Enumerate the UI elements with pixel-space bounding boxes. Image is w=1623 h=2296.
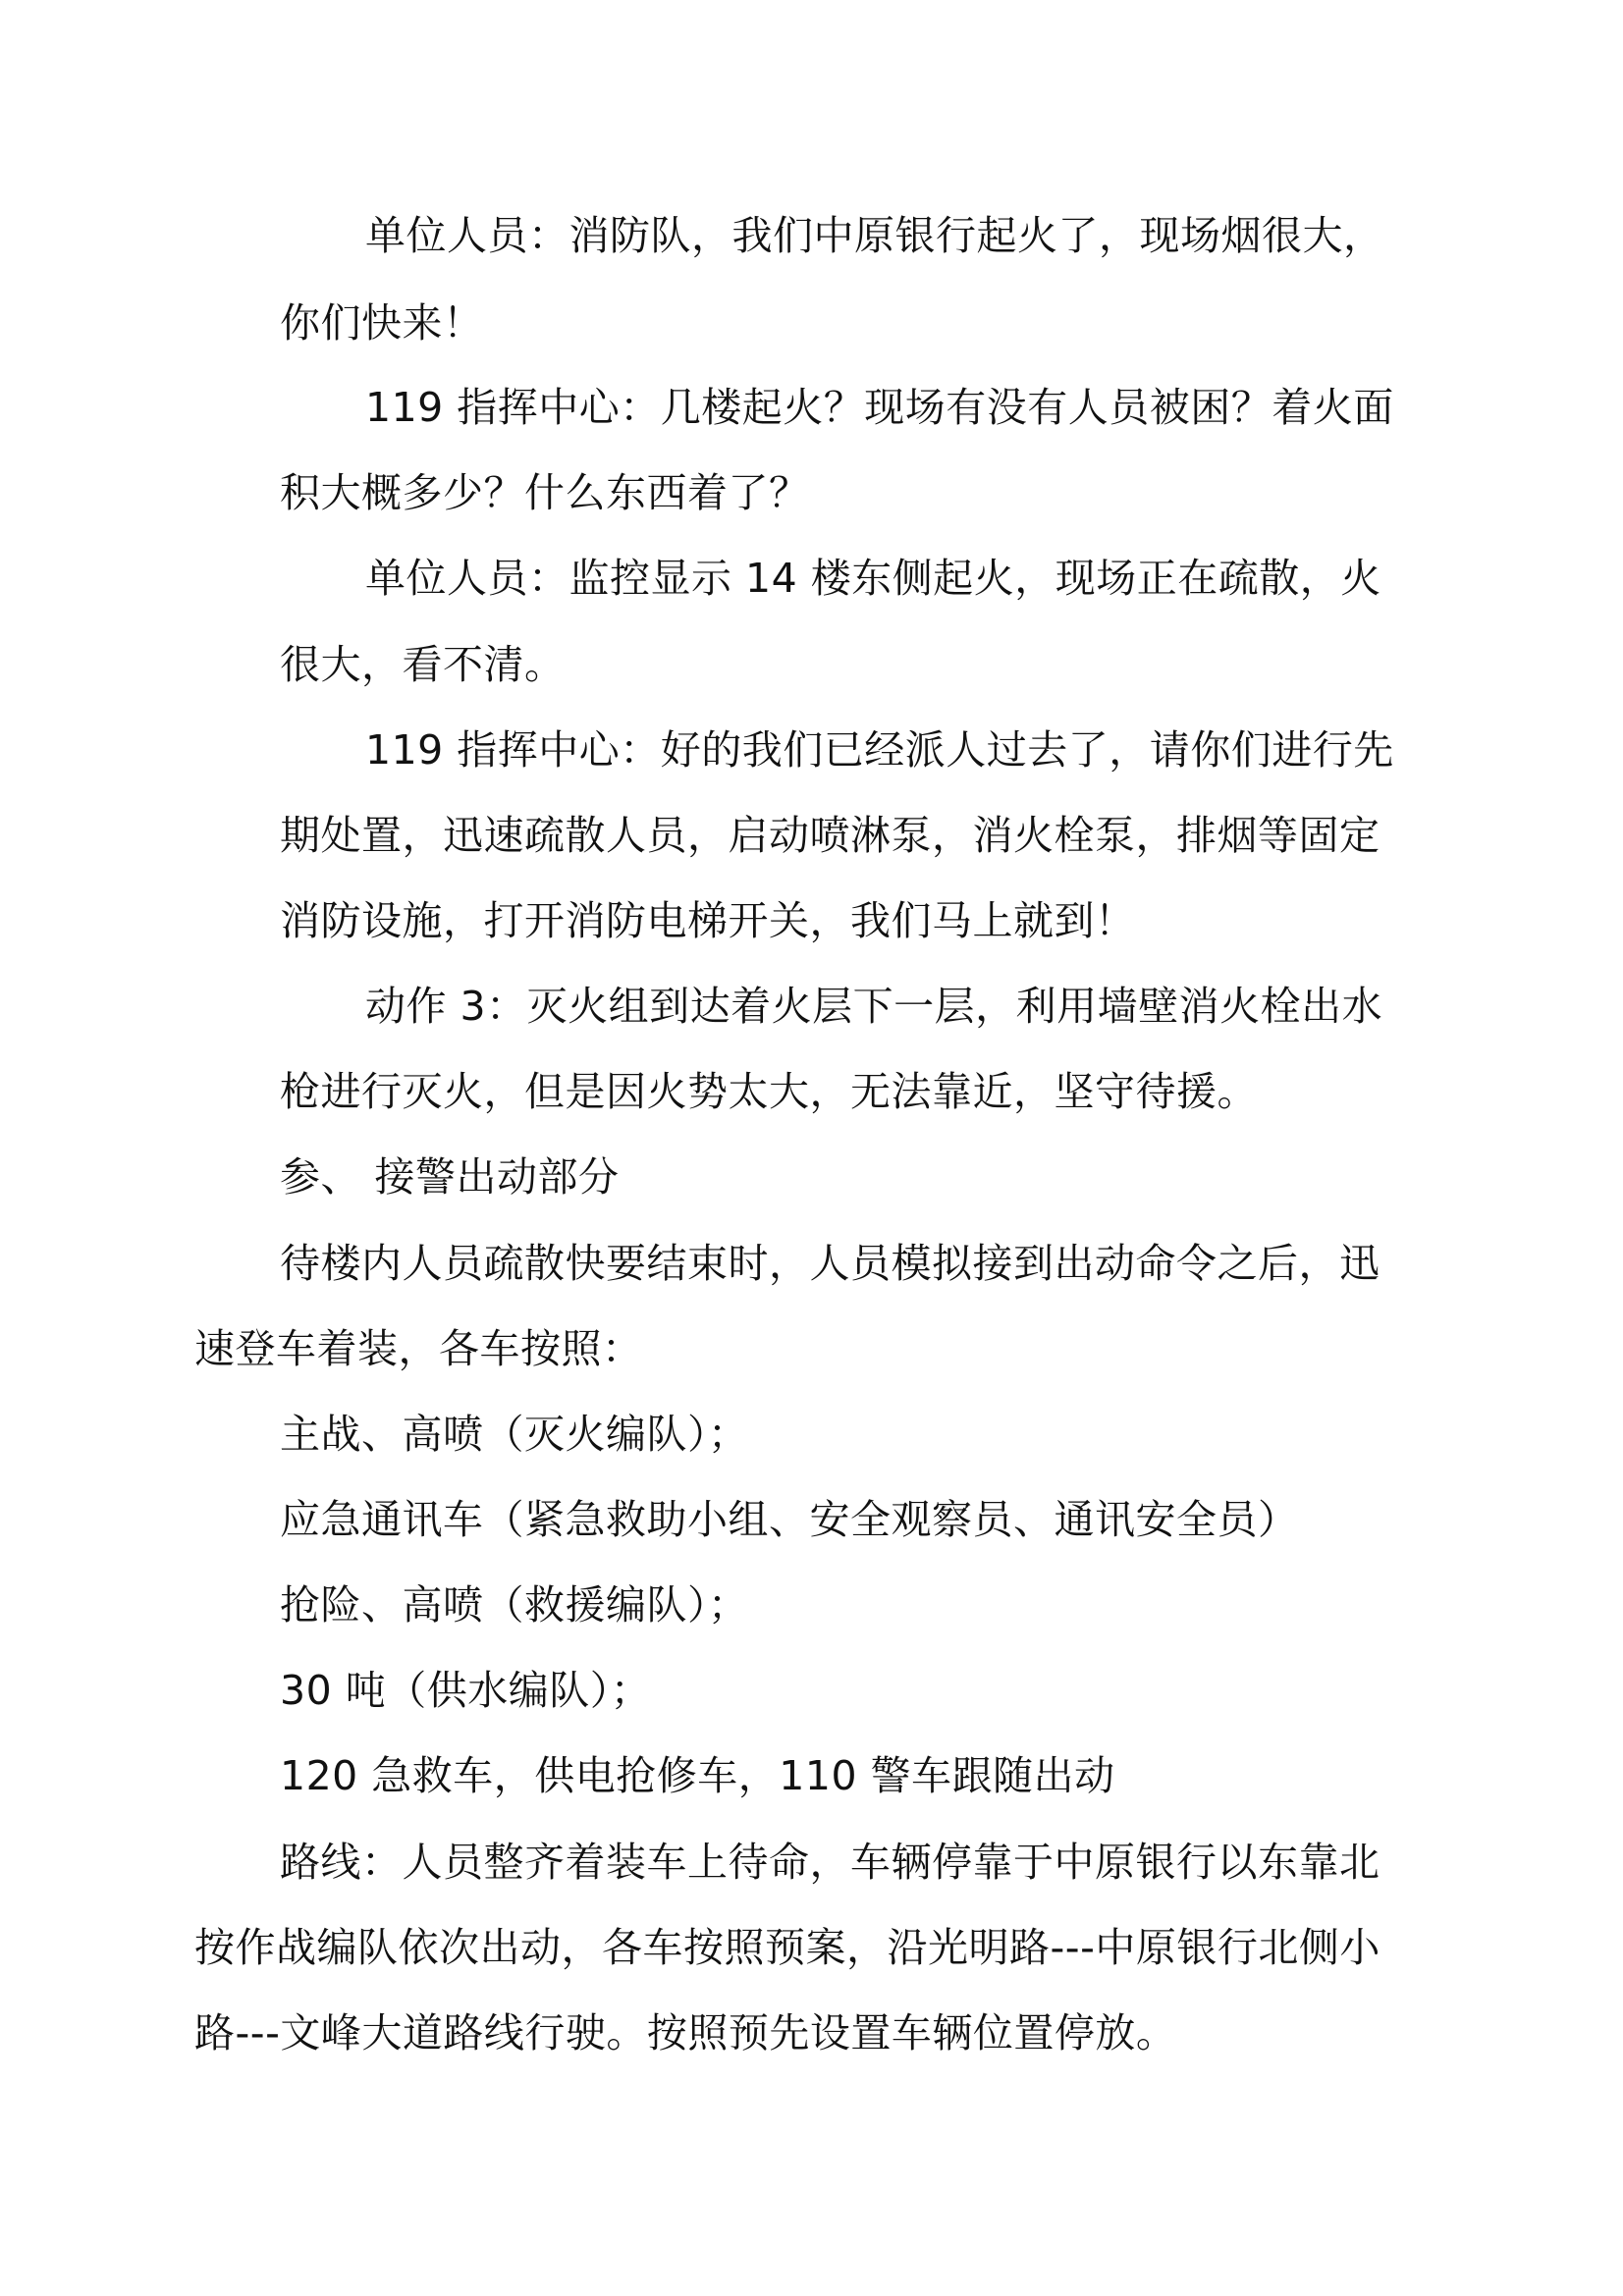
list-item: 120 急救车，供电抢修车，110 警车跟随出动: [280, 1752, 1115, 1799]
list-item: 应急通讯车（紧急救助小组、安全观察员、通讯安全员）: [280, 1496, 1299, 1543]
text-line: 单位人员：监控显示 14 楼东侧起火，现场正在疏散，火: [365, 555, 1381, 602]
section-heading: 参、 接警出动部分: [280, 1153, 620, 1201]
text-line: 路---文峰大道路线行驶。按照预先设置车辆位置停放。: [194, 2009, 1177, 2056]
text-line: 你们快来！: [280, 299, 484, 347]
text-line: 期处置，迅速疏散人员，启动喷淋泵，消火栓泵，排烟等固定: [280, 812, 1380, 859]
text-line: 动作 3：灭火组到达着火层下一层，利用墙壁消火栓出水: [365, 983, 1383, 1030]
text-line: 消防设施，打开消防电梯开关，我们马上就到！: [280, 897, 1136, 944]
text-line: 单位人员：消防队，我们中原银行起火了，现场烟很大，: [365, 212, 1384, 259]
text-line: 速登车着装，各车按照：: [194, 1325, 643, 1372]
text-line: 119 指挥中心：好的我们已经派人过去了，请你们进行先: [365, 726, 1394, 774]
text-line: 路线：人员整齐着装车上待命，车辆停靠于中原银行以东靠北: [280, 1839, 1380, 1886]
text-line: 很大，看不清。: [280, 641, 566, 688]
list-item: 抢险、高喷（救援编队）；: [280, 1581, 749, 1629]
list-item: 30 吨（供水编队）；: [280, 1667, 652, 1714]
list-item: 主战、高喷（灭火编队）；: [280, 1411, 749, 1458]
text-line: 枪进行灭火，但是因火势太大，无法靠近，坚守待援。: [280, 1068, 1258, 1115]
text-line: 积大概多少？什么东西着了？: [280, 469, 810, 516]
text-line: 按作战编队依次出动，各车按照预案，沿光明路---中原银行北侧小: [194, 1924, 1380, 1971]
text-line: 119 指挥中心：几楼起火？现场有没有人员被困？着火面: [365, 384, 1394, 431]
text-line: 待楼内人员疏散快要结束时，人员模拟接到出动命令之后，迅: [280, 1240, 1380, 1287]
